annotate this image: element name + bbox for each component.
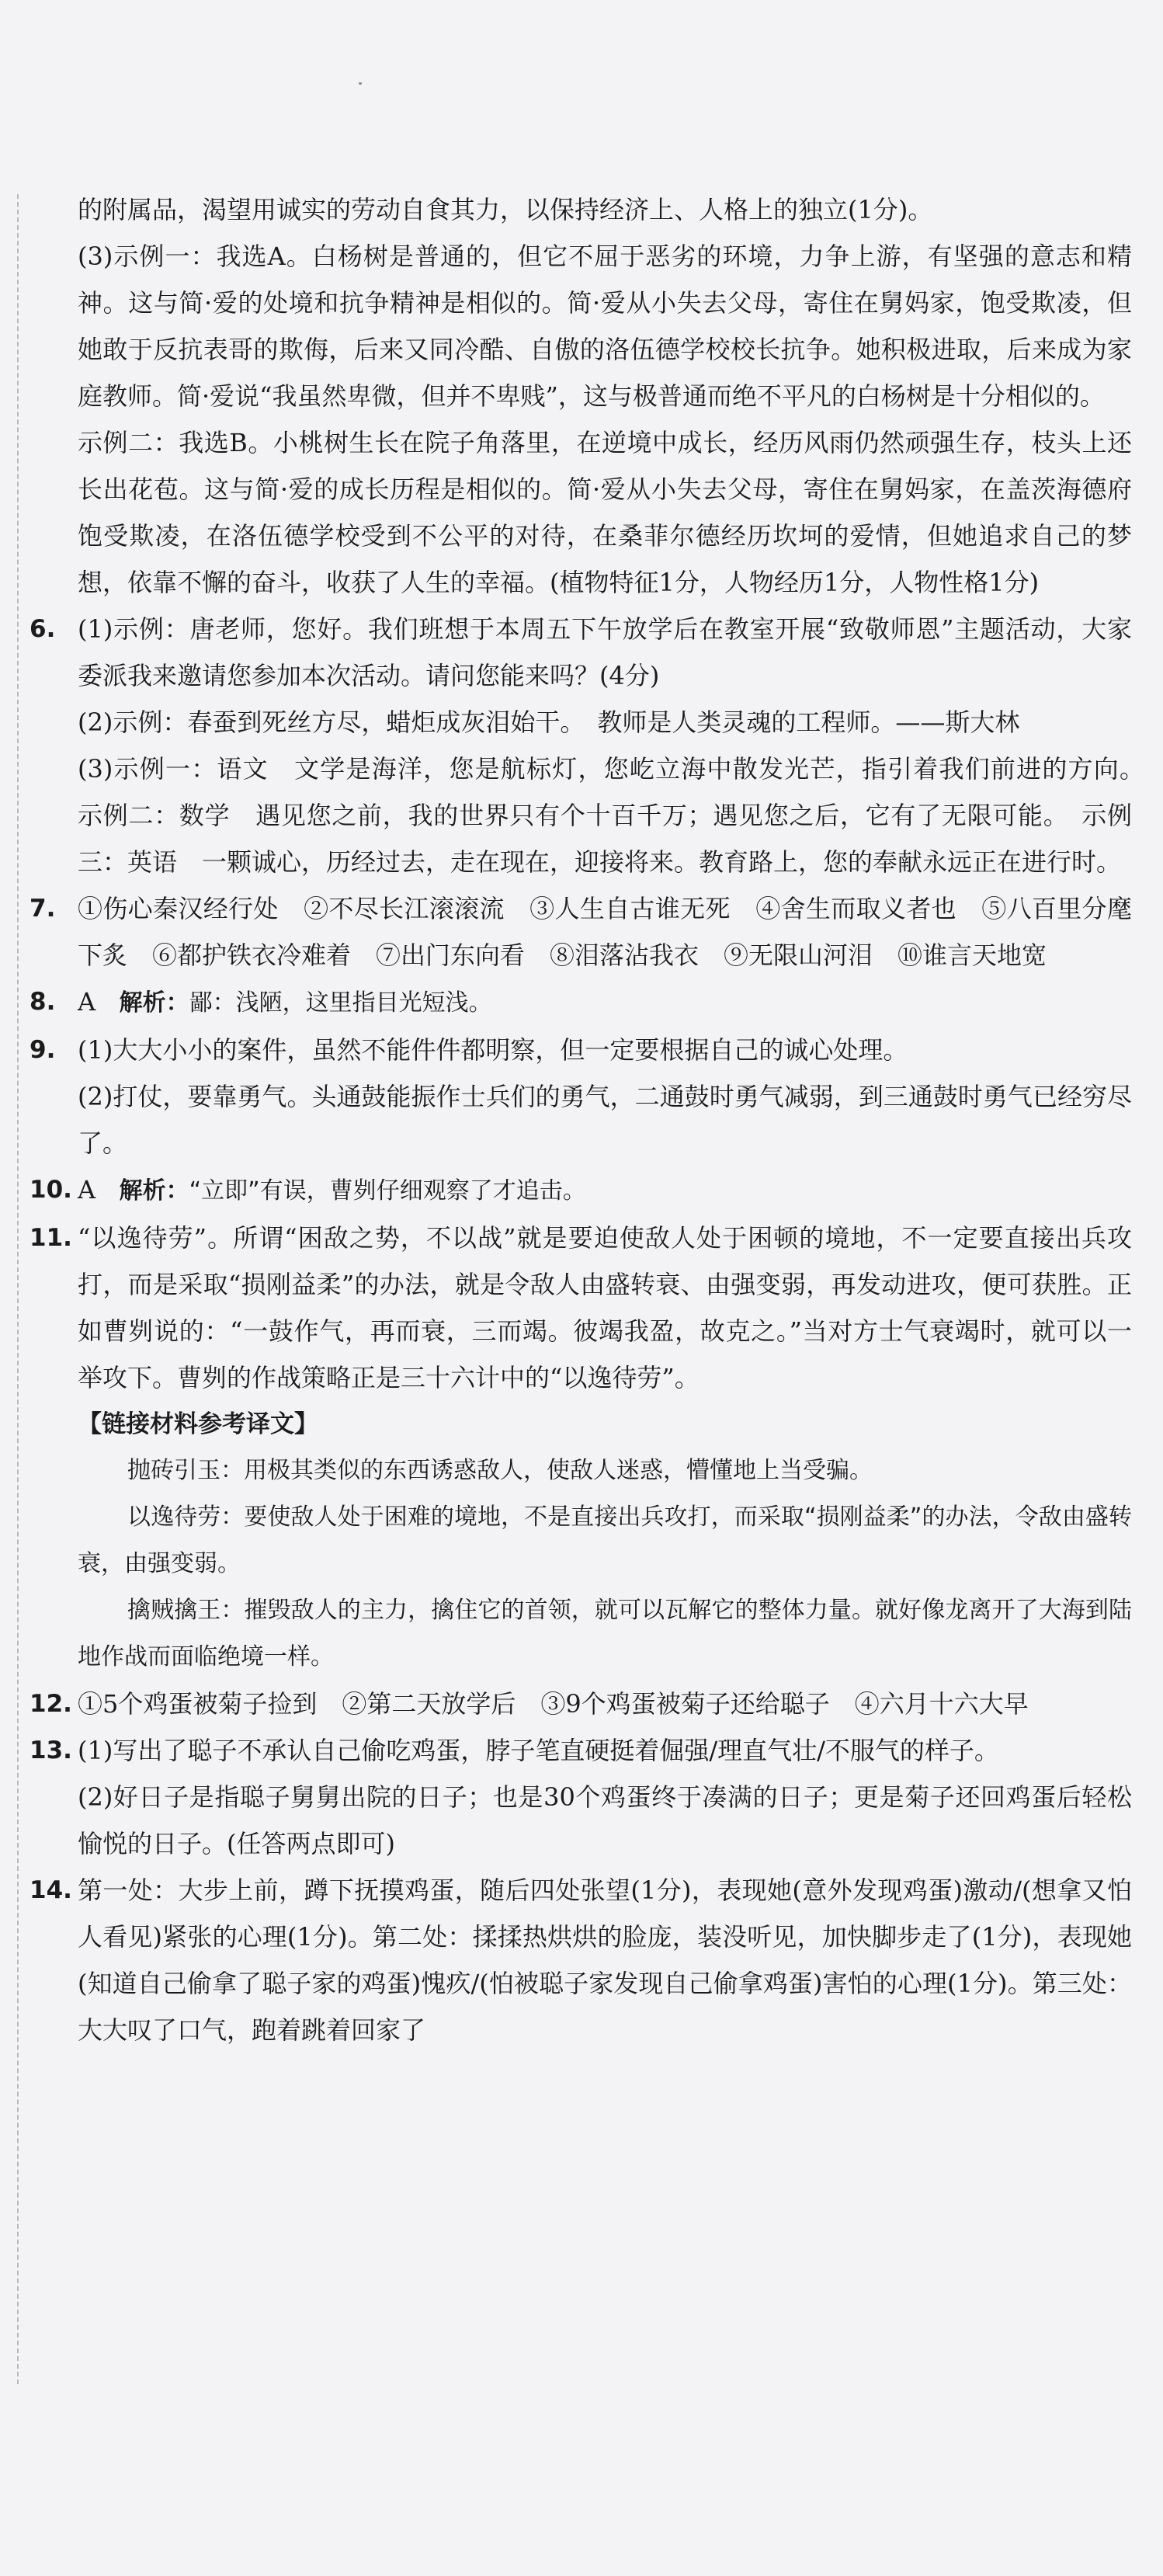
q5-continuation: 的附属品，渴望用诚实的劳动自食其力，以保持经济上、人格上的独立(1分)。 <box>78 195 933 224</box>
question-number: 9. <box>30 1036 56 1064</box>
question-number: 8. <box>30 988 56 1016</box>
q11-answer: “以逸待劳”。所谓“困敌之势，不以战”就是要迫使敌人处于困顿的境地，不一定要直接出兵攻打，而是采取“损刚益柔”的办法，就是令敌人由盛转衰、由强变弱，再发动进攻，便可获胜。正如曹刿说的：“一鼓作气，再而衰，三而竭。彼竭我盈，故克之。”当对方士气衰竭时，就可以一举攻下。曹刿的作战策略正是三十六计中的“以逸待劳”。 <box>78 1223 1132 1392</box>
q7-answers: ①伤心秦汉经行处 ②不尽长江滚滚流 ③人生自古谁无死 ④舍生而取义者也 ⑤八百里分麾下炙 ⑥都护铁衣冷难着 ⑦出门东向看 ⑧泪落沾我衣 ⑨无限山河泪 ⑩谁言天地宽 <box>78 894 1132 970</box>
question-number: 7. <box>30 895 56 923</box>
q8-analysis-label: 解析： <box>119 989 189 1017</box>
q5-part3-example1: (3)示例一：我选A。白杨树是普通的，但它不屈于恶劣的环境，力争上游，有坚强的意志和精神。这与简·爱的处境和抗争精神是相似的。简·爱从小失去父母，寄住在舅妈家，饱受欺凌，但她敢于反抗表哥的欺侮，后来又同冷酷、自傲的洛伍德学校校长抗争。她积极进取，后来成为家庭教师。简·爱说“我虽然卑微，但并不卑贱”，这与极普通而绝不平凡的白杨树是十分相似的。 <box>78 242 1132 411</box>
q14-answer: 第一处：大步上前，蹲下抚摸鸡蛋，随后四处张望(1分)，表现她(意外发现鸡蛋)激动/(想拿又怕人看见)紧张的心理(1分)。第二处：揉揉热烘烘的脸庞，装没听见，加快脚步走了(1分)，表现她(知道自己偷拿了聪子家的鸡蛋)愧疚/(怕被聪子家发现自己偷拿鸡蛋)害怕的心理(1分)。第三处：大大叹了口气，跑着跳着回家了 <box>78 1876 1132 2045</box>
speck <box>359 82 362 85</box>
q8-answer: A <box>78 987 96 1017</box>
question-number: 13. <box>30 1736 72 1764</box>
q5-part3-example2: 示例二：我选B。小桃树生长在院子角落里，在逆境中成长，经历风雨仍然顽强生存，枝头上还长出花苞。这与简·爱的成长历程是相似的。简·爱从小失去父母，寄住在舅妈家，在盖茨海德府饱受欺凌，在洛伍德学校受到不公平的对待，在桑菲尔德经历坎坷的爱情，但她追求自己的梦想，依靠不懈的奋斗，收获了人生的幸福。(植物特征1分，人物经历1分，人物性格1分) <box>78 428 1132 597</box>
link-translation-2: 以逸待劳：要使敌人处于困难的境地，不是直接出兵攻打，而采取“损刚益柔”的办法，令敌由盛转衰，由强变弱。 <box>78 1504 1132 1577</box>
q6-part1: (1)示例：唐老师，您好。我们班想于本周五下午放学后在教室开展“致敬师恩”主题活动，大家委派我来邀请您参加本次活动。请问您能来吗？(4分) <box>78 614 1132 690</box>
question-7 <box>30 885 1132 979</box>
question-9 <box>30 1027 1132 1166</box>
question-12 <box>30 1681 1132 1727</box>
question-8 <box>30 979 1132 1027</box>
question-13 <box>30 1727 1132 1867</box>
link-translation-1: 抛砖引玉：用极其类似的东西诱惑敌人，使敌人迷惑，懵懂地上当受骗。 <box>127 1457 873 1484</box>
q10-analysis: “立即”有误，曹刿仔细观察了才追击。 <box>189 1177 586 1205</box>
question-number: 14. <box>30 1876 72 1904</box>
question-10 <box>30 1166 1132 1215</box>
q10-answer-line <box>78 1166 1132 1215</box>
q9-part1: (1)大大小小的案件，虽然不能件件都明察，但一定要根据自己的诚心处理。 <box>78 1035 908 1065</box>
q10-analysis-label: 解析： <box>119 1177 189 1205</box>
link-material-heading: 【链接材料参考译文】 <box>78 1410 318 1438</box>
q6-part2: (2)示例：春蚕到死丝方尽，蜡炬成灰泪始干。 教师是人类灵魂的工程师。——斯大林 <box>78 707 1020 737</box>
question-number: 12. <box>30 1690 72 1718</box>
question-number: 6. <box>30 615 56 643</box>
question-11 <box>30 1215 1132 1401</box>
q13-part2: (2)好日子是指聪子舅舅出院的日子；也是30个鸡蛋终于凑满的日子；更是菊子还回鸡蛋后轻松愉悦的日子。(任答两点即可) <box>78 1782 1132 1858</box>
q8-analysis: 鄙：浅陋，这里指目光短浅。 <box>189 989 492 1017</box>
q9-part2: (2)打仗，要靠勇气。头通鼓能振作士兵们的勇气，二通鼓时勇气减弱，到三通鼓时勇气已经穷尽了。 <box>78 1082 1132 1158</box>
q6-part3: (3)示例一：语文 文学是海洋，您是航标灯，您屹立海中散发光芒，指引着我们前进的方向。 示例二：数学 遇见您之前，我的世界只有个十百千万；遇见您之后，它有了无限可能。 示例三：英语 一颗诚心，历经过去，走在现在，迎接将来。教育路上，您的奉献永远正在进行时。 <box>78 754 1158 877</box>
q10-answer: A <box>78 1175 96 1205</box>
q12-answer: ①5个鸡蛋被菊子捡到 ②第二天放学后 ③9个鸡蛋被菊子还给聪子 ④六月十六大早 <box>78 1689 1029 1719</box>
question-number: 11. <box>30 1224 72 1252</box>
question-number: 10. <box>30 1176 72 1204</box>
answer-content <box>30 186 1158 2053</box>
link-translation-3: 擒贼擒王：摧毁敌人的主力，擒住它的首领，就可以瓦解它的整体力量。就好像龙离开了大海到陆地作战而面临绝境一样。 <box>78 1597 1132 1670</box>
question-6 <box>30 606 1158 885</box>
q8-answer-line <box>78 979 1132 1027</box>
binding-margin-line <box>17 194 19 2384</box>
question-14 <box>30 1867 1132 2053</box>
q13-part1: (1)写出了聪子不承认自己偷吃鸡蛋，脖子笔直硬挺着倔强/理直气壮/不服气的样子。 <box>78 1736 999 1765</box>
